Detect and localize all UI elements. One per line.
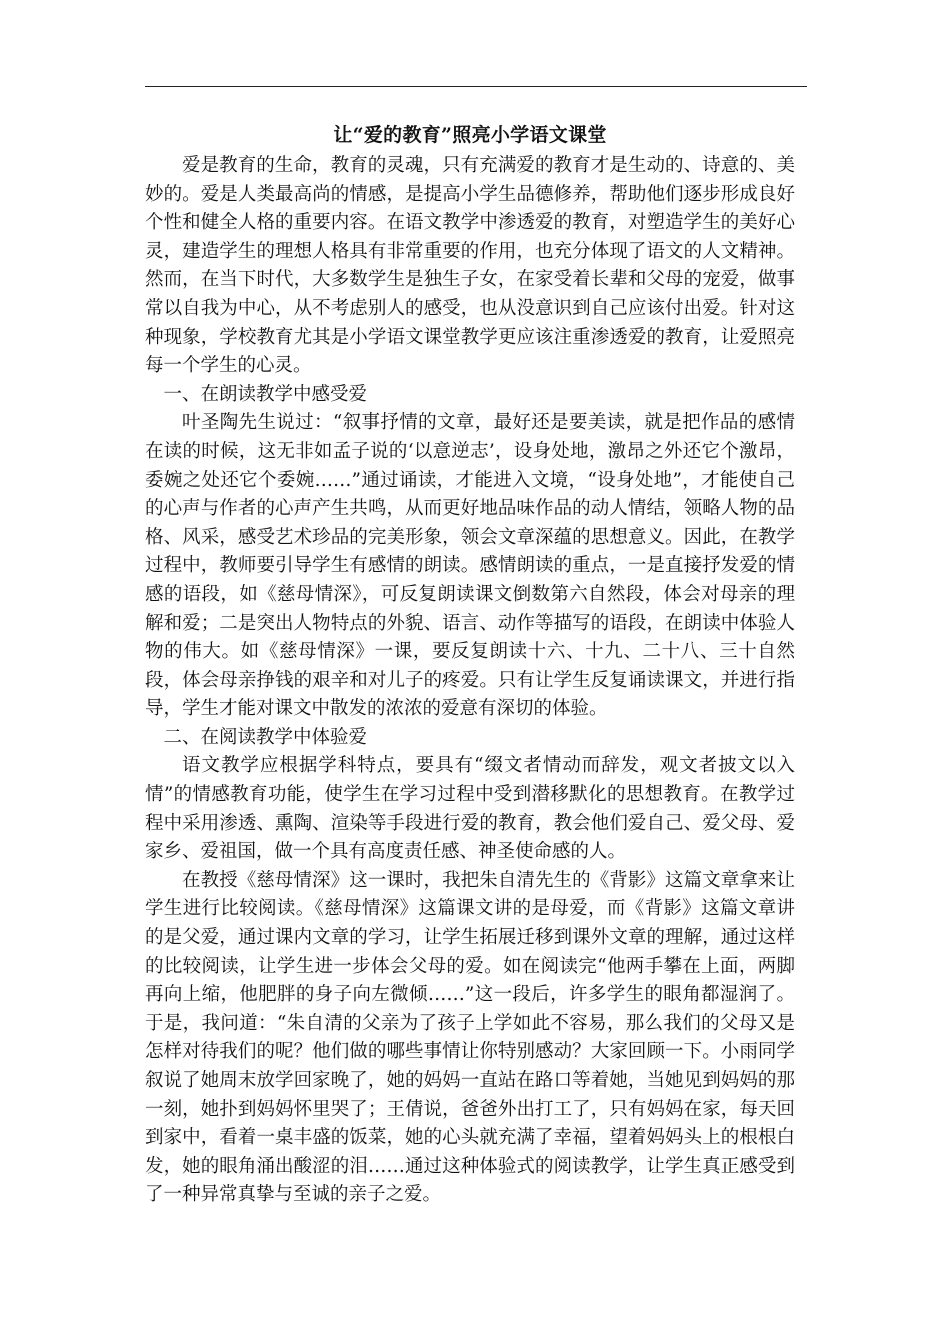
article-title: 让“爱的教育”照亮小学语文课堂 [333,124,607,146]
article-body [145,118,795,1210]
intro-paragraph: 爱是教育的生命，教育的灵魂，只有充满爱的教育才是生动的、诗意的、美妙的。爱是人类最高尚的情感，是提高小学生品德修养，帮助他们逐步形成良好个性和健全人格的重要内容。在语文教学中渗透爱的教育，对塑造学生的美好心灵，建造学生的理想人格具有非常重要的作用，也充分体现了语文的人文精神。然而，在当下时代，大多数学生是独生子女，在家受着长辈和父母的宠爱，做事常以自我为中心，从不考虑别人的感受，也从没意识到自己应该付出爱。针对这种现象，学校教育尤其是小学语文课堂教学更应该注重渗透爱的教育，让爱照亮每一个学生的心灵。 [145,155,795,377]
section2-heading: 二、在阅读教学中体验爱 [163,726,368,748]
header-rule [145,86,807,87]
section1-paragraph: 叶圣陶先生说过：“叙事抒情的文章，最好还是要美读，就是把作品的感情在读的时候，这无非如孟子说的‘以意逆志’，设身处地，激昂之外还它个激昂，委婉之处还它个委婉……”通过诵读，才能进入文境，“设身处地”，才能使自己的心声与作者的心声产生共鸣，从而更好地品味作品的动人情结，领略人物的品格、风采，感受艺术珍品的完美形象，领会文章深蕴的思想意义。因此，在教学过程中，教师要引导学生有感情的朗读。感情朗读的重点，一是直接抒发爱的情感的语段，如《慈母情深》，可反复朗读课文倒数第六自然段，体会对母亲的理解和爱；二是突出人物特点的外貌、语言、动作等描写的语段，在朗读中体验人物的伟大。如《慈母情深》一课，要反复朗读十六、十九、二十八、三十自然段，体会母亲挣钱的艰辛和对儿子的疼爱。只有让学生反复诵读课文，并进行指导，学生才能对课文中散发的浓浓的爱意有深切的体验。 [145,412,795,720]
section2-paragraph-2: 在教授《慈母情深》这一课时，我把朱自清先生的《背影》这篇文章拿来让学生进行比较阅读。《慈母情深》这篇课文讲的是母爱，而《背影》这篇文章讲的是父爱，通过课内文章的学习，让学生拓展迁移到课外文章的理解，通过这样的比较阅读，让学生进一步体会父母的爱。如在阅读完“他两手攀在上面，两脚再向上缩，他肥胖的身子向左微倾……”这一段后，许多学生的眼角都湿润了。于是，我问道：“朱自清的父亲为了孩子上学如此不容易，那么我们的父母又是怎样对待我们的呢？他们做的哪些事情让你特别感动？大家回顾一下。小雨同学叙说了她周末放学回家晚了，她的妈妈一直站在路口等着她，当她见到妈妈的那一刻，她扑到妈妈怀里哭了；王倩说，爸爸外出打工了，只有妈妈在家，每天回到家中，看着一桌丰盛的饭菜，她的心头就充满了幸福，望着妈妈头上的根根白发，她的眼角涌出酸涩的泪……通过这种体验式的阅读教学，让学生真正感受到了一种异常真挚与至诚的亲子之爱。 [145,869,795,1206]
section1-heading: 一、在朗读教学中感受爱 [163,383,368,405]
section2-paragraph-1: 语文教学应根据学科特点，要具有“缀文者情动而辞发，观文者披文以入情”的情感教育功能，使学生在学习过程中受到潜移默化的思想教育。在教学过程中采用渗透、熏陶、渲染等手段进行爱的教育，教会他们爱自己、爱父母、爱家乡、爱祖国，做一个具有高度责任感、神圣使命感的人。 [145,755,795,863]
